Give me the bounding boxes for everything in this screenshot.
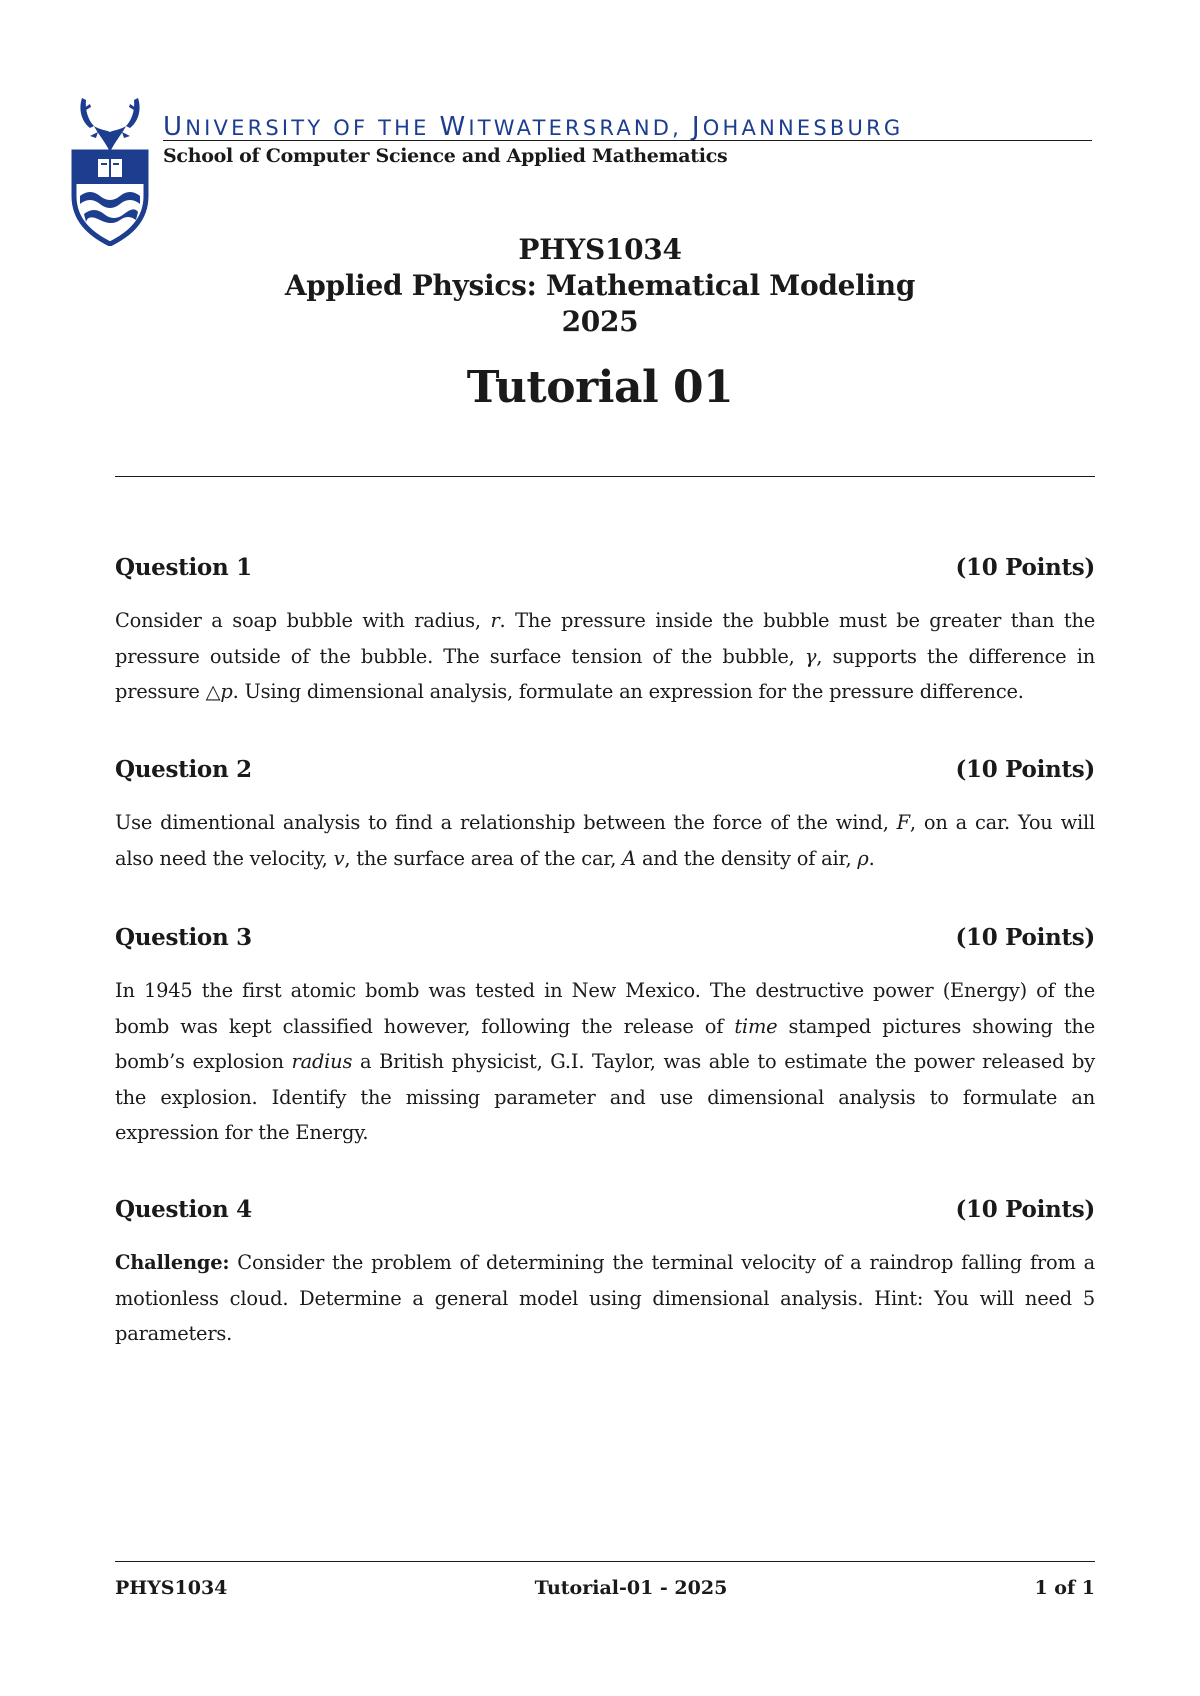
question-1 xyxy=(115,554,1095,710)
university-crest-icon xyxy=(68,96,152,246)
title-block xyxy=(0,232,1200,340)
question-points: (10 Points) xyxy=(955,1196,1095,1223)
question-label: Question 3 xyxy=(115,924,252,951)
question-points: (10 Points) xyxy=(955,756,1095,783)
page-footer xyxy=(115,1577,1095,1599)
question-3 xyxy=(115,924,1095,1151)
university-name: UNIVERSITY OF THE WITWATERSRAND, JOHANNESBURG xyxy=(163,112,904,142)
course-code: PHYS1034 xyxy=(518,233,682,266)
tutorial-title: Tutorial 01 xyxy=(466,362,734,413)
question-text: Challenge: Consider the problem of determining the terminal velocity of a raindrop falling from a motionless cloud. Determine a general model using dimensional analysis. Hint: You will need 5 parameters. xyxy=(115,1251,1095,1345)
question-text: Consider a soap bubble with radius, r. The pressure inside the bubble must be greater than the pressure outside of the bubble. The surface tension of the bubble, γ, supports the difference in pressure △p. Using dimensional analysis, formulate an expression for the pressure difference. xyxy=(115,609,1096,703)
question-4 xyxy=(115,1196,1095,1352)
question-points: (10 Points) xyxy=(955,924,1095,951)
title-divider xyxy=(115,476,1095,477)
footer-rule xyxy=(115,1561,1095,1562)
header-rule xyxy=(163,140,1092,141)
school-name: School of Computer Science and Applied Mathematics xyxy=(163,145,728,167)
question-2 xyxy=(115,756,1095,876)
challenge-label: Challenge: xyxy=(115,1251,230,1274)
footer-page-number: 1 of 1 xyxy=(1034,1577,1095,1599)
letterhead xyxy=(68,96,1092,246)
question-points: (10 Points) xyxy=(955,554,1095,581)
course-year: 2025 xyxy=(561,305,639,338)
question-header xyxy=(115,1196,1095,1223)
question-header xyxy=(115,924,1095,951)
question-label: Question 4 xyxy=(115,1196,252,1223)
question-header xyxy=(115,554,1095,581)
question-text: Use dimentional analysis to find a relationship between the force of the wind, F, on a car. You will also need the velocity, v, the surface area of the car, A and the density of air, ρ. xyxy=(115,811,1095,870)
question-label: Question 2 xyxy=(115,756,252,783)
footer-course: PHYS1034 xyxy=(115,1577,228,1599)
question-header xyxy=(115,756,1095,783)
course-name: Applied Physics: Mathematical Modeling xyxy=(284,269,916,302)
question-text: In 1945 the first atomic bomb was tested in New Mexico. The destructive power (Energy) of the bomb was kept classified however, following the release of time stamped pictures showing the bomb’s explosion radius a British physicist, G.I. Taylor, was able to estimate the power released by the explosion. Identify the missing parameter and use dimensional analysis to formulate an expression for the Energy. xyxy=(115,979,1096,1144)
footer-tutorial: Tutorial-01 - 2025 xyxy=(534,1577,728,1599)
question-label: Question 1 xyxy=(115,554,252,581)
